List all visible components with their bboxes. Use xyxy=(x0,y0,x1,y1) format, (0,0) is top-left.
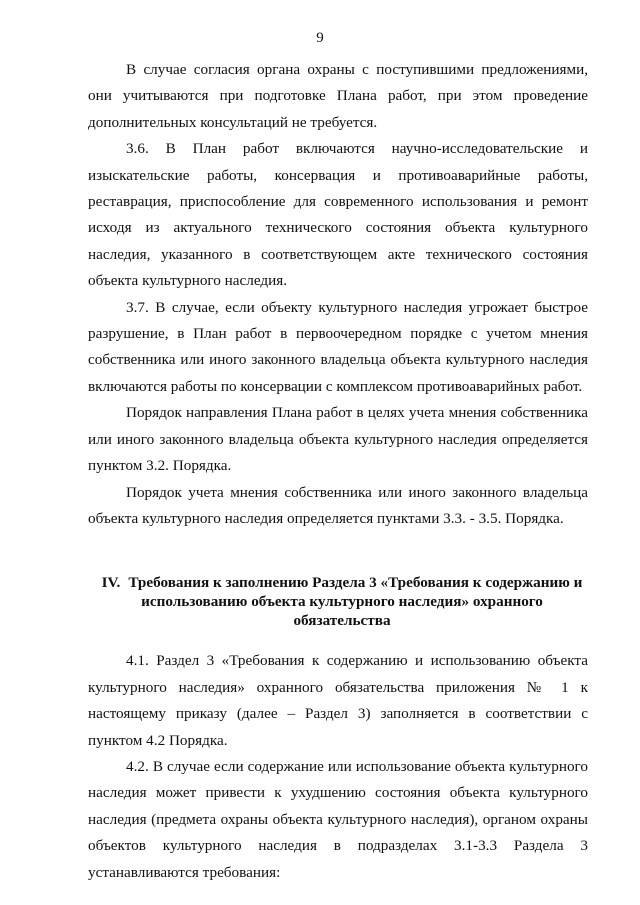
section-title: Требования к заполнению Раздела 3 «Требования к содержанию и использованию объекта культурного наследия» охранного обязательства xyxy=(128,574,583,630)
paragraph: 3.7. В случае, если объекту культурного наследия угрожает быстрое разрушение, в План работ в первоочередном порядке с учетом мнения собственника или иного законного владельца объекта культурного наследия включаются работы по консервации с комплексом противоаварийных работ. xyxy=(88,298,588,395)
paragraph: 3.6. В План работ включаются научно-исследовательские и изыскательские работы, консервация и противоаварийные работы, реставрация, приспособление для современного использования и ремонт исходя из актуального технического состояния объекта культурного наследия, указанного в соответствующем акте технического состояния объекта культурного наследия. xyxy=(88,140,588,290)
document-body xyxy=(88,57,588,886)
page-number: 9 xyxy=(316,30,324,46)
paragraph: 4.1. Раздел 3 «Требования к содержанию и использованию объекта культурного наследия» охранного обязательства приложения № 1 к настоящему приказу (далее – Раздел 3) заполняется в соответствии с пунктом 4.2 Порядка. xyxy=(88,652,588,749)
section-heading xyxy=(88,573,588,630)
heading-spacer xyxy=(88,630,588,648)
paragraph: Порядок направления Плана работ в целях учета мнения собственника или иного законного владельца объекта культурного наследия определяется пунктом 3.2. Порядка. xyxy=(88,404,588,475)
paragraph: 4.2. В случае если содержание или использование объекта культурного наследия может привести к ухудшению состояния объекта культурного наследия (предмета охраны объекта культурного наследия), органом охраны объектов культурного наследия в подразделах 3.1-3.3 Раздела 3 устанавливаются требования: xyxy=(88,757,588,881)
paragraph: Порядок учета мнения собственника или иного законного владельца объекта культурного наследия определяется пунктами 3.3. - 3.5. Порядка. xyxy=(88,483,588,527)
section-spacer xyxy=(88,532,588,573)
section-number: IV. xyxy=(101,574,121,592)
paragraph: В случае согласия органа охраны с поступившими предложениями, они учитываются при подготовке Плана работ, при этом проведение дополнительных консультаций не требуется. xyxy=(88,61,588,131)
